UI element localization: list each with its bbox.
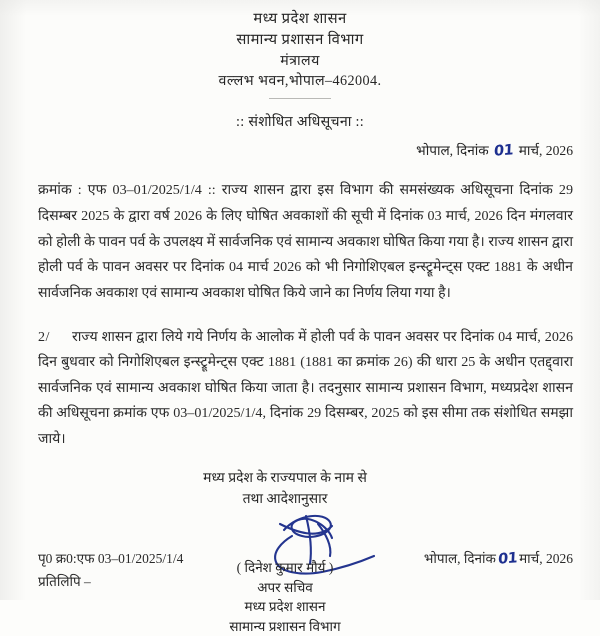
footer-dateline [424,549,573,571]
letterhead-government: मध्य प्रदेश शासन [253,11,347,27]
paragraph-2-marker: 2/ [38,328,50,345]
closing-line-2: तथा आदेशानुसार [242,491,328,507]
letterhead [0,0,600,99]
dateline-prefix: भोपाल, दिनांक [416,143,489,159]
dateline-suffix: मार्च, 2026 [518,143,573,159]
letterhead-address: वल्लभ भवन,भोपाल–462004. [218,73,382,90]
signatory-department: सामान्य प्रशासन विभाग [229,618,341,634]
footer-dateline-suffix: मार्च, 2026 [519,551,573,566]
header-divider [269,98,331,99]
closing-line-1: मध्य प्रदेश के राज्यपाल के नाम से [203,470,367,486]
letterhead-secretariat: मंत्रालय [280,53,320,69]
header-dateline [0,140,600,159]
body-paragraph-1: क्रमांक : एफ 03–01/2025/1/4 :: राज्य शासन द्वारा इस विभाग की समसंख्यक अधिसूचना दिनांक 29 दिसम्बर 2025 के द्वारा वर्ष 2026 के लिए घोषित अवकाशों की सूची में दिनांक 03 मार्च, 2026 दिन मंगलवार को होली के पावन पर्व के उपलक्ष्य में सार्वजनिक एवं सामान्य अवकाश घोषित किया गया है। राज्य शासन द्वारा होली पर्व के पावन अवसर पर दिनांक 04 मार्च 2026 को भी निगोशिएबल इन्स्ट्रूमेन्ट्स एक्ट 1881 के अधीन सार्वजनिक अवकाश एवं सामान्य अवकाश घोषित किये जाने का निर्णय लिया गया है। [38,182,573,301]
document-footer [38,549,573,592]
footer-handwritten-date-day: 01 [497,550,518,568]
closing-block [0,469,570,511]
body-paragraph-2 [38,325,573,453]
footer-copy-label: प्रतिलिपि – [38,573,91,589]
signatory-designation: अपर सचिव [257,579,313,595]
signatory-name: ( दिनेश कुमार मौर्य ) [236,560,334,576]
footer-reference-number: पृ0 क्र0:एफ 03–01/2025/1/4 [38,551,184,566]
handwritten-date-day: 01 [493,142,514,161]
footer-row [38,549,573,571]
footer-dateline-prefix: भोपाल, दिनांक [423,551,496,566]
signatory-government: मध्य प्रदेश शासन [244,599,326,615]
letterhead-department: सामान्य प्रशासन विभाग [236,32,364,48]
document-body [38,178,573,452]
document-subject: :: संशोधित अधिसूचना :: [236,114,364,131]
paragraph-2-text: राज्य शासन द्वारा लिये गये निर्णय के आलोक में होली पर्व के पावन अवसर पर दिनांक 04 मार्च, 2026 दिन बुधवार को निगोशिएबल इन्स्ट्रूमेन्ट्स एक्ट 1881 (1881 का क्रमांक 26) की धारा 25 के अधीन एतद्द्वारा सार्वजनिक एवं सामान्य अवकाश घोषित किया जाता है। तदनुसार सामान्य प्रशासन विभाग, मध्यप्रदेश शासन की अधिसूचना क्रमांक एफ 03–01/2025/1/4, दिनांक 29 दिसम्बर, 2025 को इस सीमा तक संशोधित समझा जाये। [38,328,573,448]
